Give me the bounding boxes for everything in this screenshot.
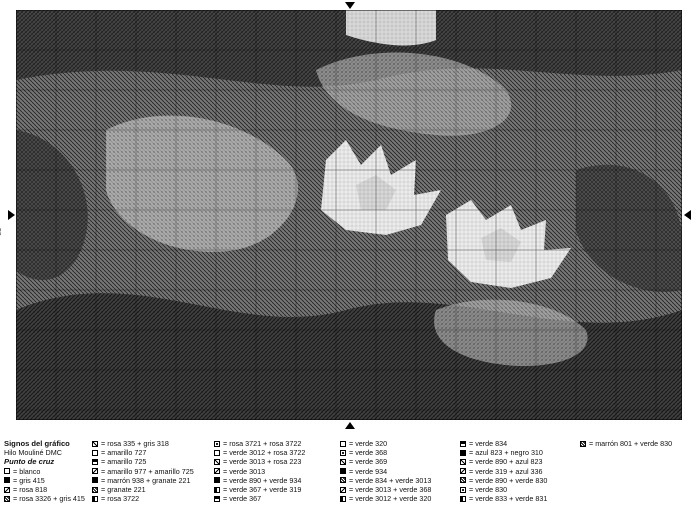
legend-key	[340, 494, 431, 503]
legend-key-label: = rosa 818	[13, 484, 48, 494]
legend-key	[214, 476, 305, 485]
legend-key	[92, 448, 194, 457]
legend-key-label: = verde 367 + verde 319	[223, 484, 302, 494]
legend-key	[4, 467, 90, 476]
legend-key-label: = granate 221	[101, 484, 146, 494]
cross-stitch-chart	[16, 10, 682, 420]
legend-key	[4, 485, 90, 494]
legend-column-3	[340, 439, 431, 503]
legend-key	[4, 494, 90, 503]
stitch-symbol-icon	[214, 477, 220, 483]
stitch-symbol-icon	[340, 496, 346, 502]
legend-key	[92, 476, 194, 485]
legend-key	[92, 457, 194, 466]
legend-key	[340, 467, 431, 476]
stitch-symbol-icon	[340, 487, 346, 493]
legend-key-label: = verde 890 + verde 830	[469, 475, 548, 485]
stitch-legend	[4, 439, 699, 517]
legend-key-label: = amarillo 727	[101, 448, 147, 458]
legend-key	[92, 467, 194, 476]
legend-key-label: = verde 369	[349, 457, 388, 467]
legend-key	[214, 485, 305, 494]
legend-key-label: = verde 890 + azul 823	[469, 457, 543, 467]
stitch-symbol-icon	[580, 441, 586, 447]
stitch-symbol-icon	[92, 468, 98, 474]
legend-key	[340, 485, 431, 494]
legend-key-label: = azul 823 + negro 310	[469, 448, 543, 458]
stitch-symbol-icon	[92, 450, 98, 456]
legend-column-5	[580, 439, 672, 448]
legend-key-label: = marrón 938 + granate 221	[101, 475, 191, 485]
legend-key	[460, 457, 547, 466]
legend-key-label: = marrón 801 + verde 830	[589, 439, 673, 448]
stitch-symbol-icon	[4, 468, 10, 474]
legend-key-label: = rosa 3722	[101, 494, 140, 504]
legend-key-label: = verde 320	[349, 439, 388, 448]
page-number	[0, 228, 1, 236]
stitch-symbol-icon	[340, 468, 346, 474]
stitch-symbol-icon	[4, 496, 10, 502]
center-marker-right	[684, 210, 691, 220]
stitch-symbol-icon	[340, 477, 346, 483]
stitch-symbol-icon	[460, 477, 466, 483]
legend-key	[214, 448, 305, 457]
stitch-symbol-icon	[4, 487, 10, 493]
stitch-symbol-icon	[460, 441, 466, 447]
stitch-symbol-icon	[4, 477, 10, 483]
stitch-symbol-icon	[460, 487, 466, 493]
legend-key	[92, 439, 194, 448]
legend-key	[340, 476, 431, 485]
stitch-symbol-icon	[92, 496, 98, 502]
legend-key	[214, 439, 305, 448]
legend-column-2	[214, 439, 305, 503]
legend-key	[92, 485, 194, 494]
legend-key-label: = verde 3013 + verde 368	[349, 484, 432, 494]
stitch-grid	[16, 10, 682, 420]
legend-key	[460, 485, 547, 494]
stitch-symbol-icon	[92, 477, 98, 483]
stitch-symbol-icon	[460, 450, 466, 456]
center-marker-left	[8, 210, 15, 220]
legend-key	[340, 457, 431, 466]
legend-key-label: = amarillo 725	[101, 457, 147, 467]
legend-key-label: = verde 367	[223, 494, 262, 504]
legend-key	[460, 494, 547, 503]
legend-key-label: = verde 319 + azul 336	[469, 466, 543, 476]
stitch-symbol-icon	[214, 496, 220, 502]
legend-key-label: = rosa 3721 + rosa 3722	[223, 439, 302, 448]
legend-key-label: = verde 890 + verde 934	[223, 475, 302, 485]
legend-key	[340, 439, 431, 448]
legend-key-label: = amarillo 977 + amarillo 725	[101, 466, 194, 476]
legend-key	[460, 467, 547, 476]
legend-key-label: = verde 3012 + rosa 3722	[223, 448, 306, 458]
legend-key	[460, 448, 547, 457]
stitch-symbol-icon	[214, 450, 220, 456]
legend-intro	[4, 439, 90, 503]
legend-key	[214, 494, 305, 503]
stitch-symbol-icon	[340, 441, 346, 447]
legend-key	[4, 476, 90, 485]
legend-brand: Hilo Mouliné DMC	[4, 448, 62, 458]
stitch-symbol-icon	[214, 459, 220, 465]
legend-key-label: = verde 834	[469, 439, 508, 448]
legend-key-label: = rosa 3326 + gris 415	[13, 494, 85, 504]
center-marker-top	[345, 2, 355, 9]
center-marker-bottom	[345, 422, 355, 429]
legend-key	[92, 494, 194, 503]
legend-key	[460, 439, 547, 448]
legend-key-label: = verde 934	[349, 466, 388, 476]
legend-column-4	[460, 439, 547, 503]
legend-key	[460, 476, 547, 485]
stitch-symbol-icon	[214, 468, 220, 474]
stitch-symbol-icon	[460, 468, 466, 474]
legend-column-1	[92, 439, 194, 503]
legend-key-label: = verde 834 + verde 3013	[349, 475, 432, 485]
legend-key	[214, 457, 305, 466]
stitch-symbol-icon	[214, 441, 220, 447]
stitch-symbol-icon	[460, 459, 466, 465]
legend-key	[580, 439, 672, 448]
legend-key-label: = verde 3013 + rosa 223	[223, 457, 302, 467]
stitch-symbol-icon	[340, 459, 346, 465]
legend-key	[340, 448, 431, 457]
stitch-symbol-icon	[92, 487, 98, 493]
legend-key-label: = gris 415	[13, 475, 45, 485]
legend-stitch-type: Punto de cruz	[4, 457, 55, 467]
stitch-symbol-icon	[92, 459, 98, 465]
stitch-symbol-icon	[340, 450, 346, 456]
stitch-symbol-icon	[92, 441, 98, 447]
legend-key-label: = verde 833 + verde 831	[469, 494, 548, 504]
legend-key-label: = rosa 335 + gris 318	[101, 439, 169, 448]
legend-key-label: = verde 368	[349, 448, 388, 458]
legend-key-label: = blanco	[13, 466, 41, 476]
stitch-symbol-icon	[460, 496, 466, 502]
legend-key-label: = verde 3013	[223, 466, 266, 476]
legend-key	[214, 467, 305, 476]
legend-key-label: = verde 3012 + verde 320	[349, 494, 432, 504]
stitch-symbol-icon	[214, 487, 220, 493]
legend-title: Signos del gráfico	[4, 439, 70, 448]
legend-key-label: = verde 830	[469, 484, 508, 494]
